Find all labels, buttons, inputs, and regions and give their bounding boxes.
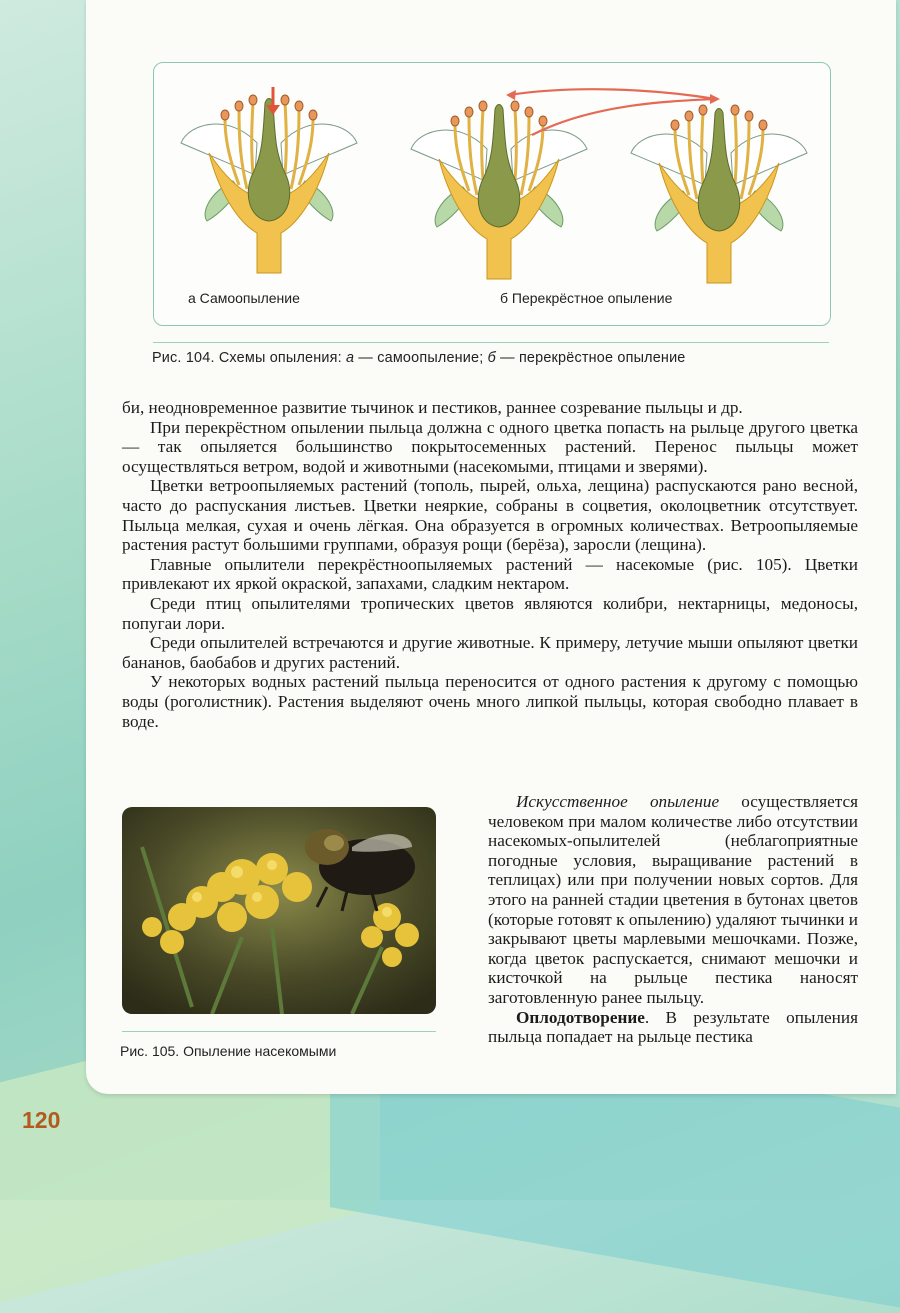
main-text bbox=[122, 398, 858, 731]
figure-105-caption: Рис. 105. Опыление насекомыми bbox=[120, 1043, 337, 1059]
caption-rule bbox=[153, 342, 829, 343]
side-text bbox=[488, 792, 858, 1047]
photo-caption-rule bbox=[122, 1031, 436, 1032]
paragraph: При перекрёстном опылении пыльца должна с одного цветка попасть на рыльце другого цветка — так опыляется большинство покрытосеменных растений. Перенос пыльцы может осуществляться ветром, водой и животными (насекомыми, птицами и зверями). bbox=[122, 417, 858, 476]
textbook-page bbox=[86, 0, 896, 1094]
cross-pollination-arrows bbox=[509, 89, 716, 135]
figure-104-box bbox=[153, 62, 831, 326]
figure-104-caption: Рис. 104. Схемы опыления: а — самоопыление; б — перекрёстное опыление bbox=[152, 350, 686, 366]
paragraph: Цветки ветроопыляемых растений (тополь, пырей, ольха, лещина) распускаются рано весной, часто до распускания листьев. Цветки неяркие, собраны в соцветия, околоцветник отсутствует. Пыльца мелкая, сухая и очень лёгкая. Она образуется в огромных количествах. Ветроопыляемые растения растут большими группами, образуя рощи (берёза), заросли (лещина). bbox=[122, 476, 858, 555]
paragraph: би, неодновременное развитие тычинок и пестиков, раннее созревание пыльцы и др. bbox=[122, 398, 743, 417]
label-cross-pollination: б Перекрёстное опыление bbox=[500, 290, 673, 306]
paragraph-artificial-pollination: Искусственное опыление осуществляется человеком при малом количестве либо отсутствии насекомых-опылителей (неблагоприятные погодные условия, выращивание растений в теплицах) или при получении новых сортов. Для этого на ранней стадии цветения в бутонах цветов (которые готовят к опылению) удаляют тычинки и закрывают цветы марлевыми мешочками. Позже, когда цветок распускается, снимают мешочки и кисточкой на рыльце пестика наносят заготовленную ранее пыльцу. bbox=[488, 792, 858, 1007]
paragraph: У некоторых водных растений пыльца переносится от одного растения к другому с помощью воды (роголистник). Растения выделяют очень много липкой пыльцы, которая свободно плавает в воде. bbox=[122, 672, 858, 731]
paragraph: Среди опылителей встречаются и другие животные. К примеру, летучие мыши опыляют цветки бананов, баобабов и других растений. bbox=[122, 633, 858, 672]
paragraph-fertilization: Оплодотворение. В результате опыления пыльца попадает на рыльце пестика bbox=[488, 1007, 858, 1047]
bee-photo bbox=[122, 807, 436, 1014]
cross-pollination-flower-left bbox=[411, 101, 587, 279]
bee-on-flowers-image bbox=[122, 807, 436, 1014]
self-pollination-flower bbox=[181, 87, 357, 273]
page-number: 120 bbox=[22, 1107, 61, 1133]
paragraph: Среди птиц опылителями тропических цветов являются колибри, нектарницы, медоносы, попугаи лори. bbox=[122, 593, 858, 633]
cross-pollination-flower-right bbox=[631, 105, 807, 283]
pollination-diagram bbox=[154, 63, 830, 325]
label-self-pollination: а Самоопыление bbox=[188, 290, 300, 306]
paragraph: Главные опылители перекрёстноопыляемых растений — насекомые (рис. 105). Цветки привлекают их яркой окраской, запахами, сладким нектаром. bbox=[122, 554, 858, 594]
